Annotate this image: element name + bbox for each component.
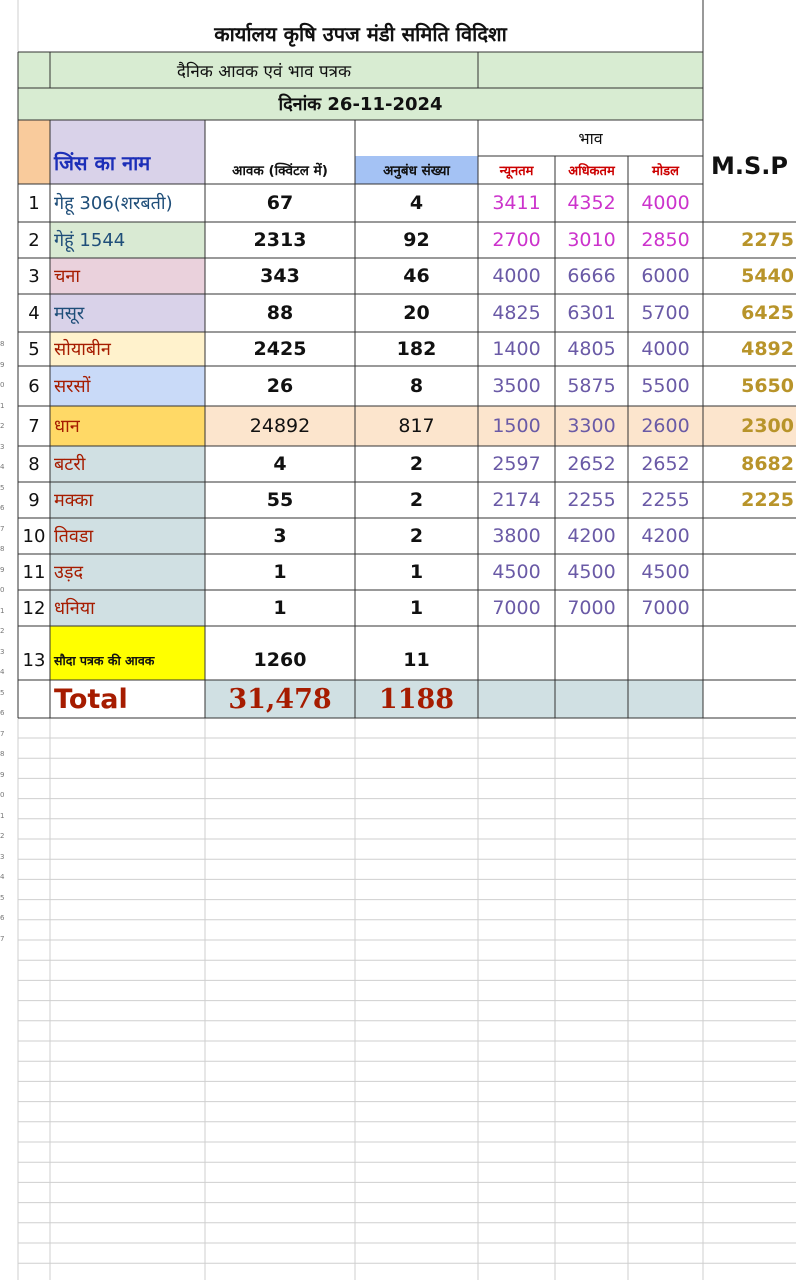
- row-header-number: 5: [0, 483, 5, 492]
- max-price[interactable]: 4805: [567, 338, 616, 360]
- serial-number[interactable]: 2: [28, 229, 40, 251]
- row-header-number: 5: [0, 893, 5, 902]
- arrival-value[interactable]: 24892: [249, 415, 311, 437]
- msp-value[interactable]: 8682: [741, 453, 794, 475]
- contracts-value[interactable]: 182: [396, 338, 437, 360]
- contracts-value[interactable]: 1: [409, 597, 424, 619]
- modal-price[interactable]: 7000: [641, 597, 690, 619]
- corner-fill: [18, 120, 50, 184]
- arrival-value[interactable]: 4: [273, 453, 287, 475]
- serial-number[interactable]: 8: [28, 453, 40, 475]
- row-header-number: 2: [0, 832, 5, 840]
- serial-number[interactable]: 7: [28, 415, 40, 437]
- modal-price[interactable]: 6000: [641, 265, 690, 287]
- commodity-name[interactable]: तिवडा: [54, 526, 94, 547]
- arrival-value[interactable]: 88: [266, 302, 294, 324]
- row-header-number: 9: [0, 360, 5, 369]
- msp-value[interactable]: 5650: [741, 375, 794, 397]
- row-header-number: 6: [0, 709, 5, 717]
- contracts-value[interactable]: 46: [403, 265, 430, 287]
- contracts-value[interactable]: 2: [409, 489, 424, 511]
- serial-number[interactable]: 10: [22, 525, 46, 547]
- max-price[interactable]: 4200: [567, 525, 616, 547]
- serial-number[interactable]: 1: [28, 192, 40, 214]
- serial-number[interactable]: 4: [28, 302, 40, 324]
- sauda-contracts[interactable]: 11: [403, 649, 430, 671]
- header-max[interactable]: अधिकतम: [568, 164, 615, 179]
- modal-price[interactable]: 4000: [641, 338, 690, 360]
- min-price[interactable]: 2700: [492, 229, 541, 251]
- msp-value[interactable]: [703, 554, 796, 590]
- row-header-number: 1: [0, 606, 5, 615]
- header-msp[interactable]: M.S.P: [711, 152, 788, 180]
- row-header-number: 4: [0, 873, 5, 881]
- arrival-value[interactable]: 3: [273, 525, 287, 547]
- modal-price[interactable]: 4200: [641, 525, 690, 547]
- msp-value[interactable]: 5440: [741, 265, 794, 287]
- min-price[interactable]: 3411: [492, 192, 541, 214]
- sauda-arrival[interactable]: 1260: [253, 649, 307, 671]
- row-header-number: 8: [0, 545, 5, 553]
- min-price[interactable]: 3500: [492, 375, 541, 397]
- commodity-name[interactable]: चना: [54, 266, 81, 287]
- row-header-number: 9: [0, 770, 5, 779]
- header-min[interactable]: न्यूनतम: [499, 164, 534, 179]
- arrival-value[interactable]: 67: [266, 192, 294, 214]
- commodity-name[interactable]: गेहूं 1544: [54, 230, 126, 251]
- row-header-number: 0: [0, 381, 5, 389]
- commodity-name[interactable]: धान: [54, 416, 80, 437]
- row-header-number: 7: [0, 729, 5, 738]
- row-header-number: 6: [0, 914, 5, 922]
- row-header-number: 3: [0, 442, 5, 451]
- row-header-number: 2: [0, 627, 5, 635]
- header-contracts[interactable]: अनुबंध संख्या: [383, 163, 450, 179]
- total-arrival[interactable]: 31,478: [228, 683, 332, 715]
- serial-number[interactable]: 3: [28, 265, 40, 287]
- commodity-name[interactable]: गेहू 306(शरबती): [54, 193, 173, 214]
- total-label[interactable]: Total: [54, 683, 128, 715]
- contracts-value[interactable]: 4: [409, 192, 424, 214]
- modal-price[interactable]: 5500: [641, 375, 690, 397]
- arrival-value[interactable]: 343: [260, 265, 300, 287]
- modal-price[interactable]: 4500: [641, 561, 690, 583]
- max-price[interactable]: 6666: [567, 265, 616, 287]
- row-header-number: 5: [0, 688, 5, 697]
- contracts-value[interactable]: 8: [409, 375, 424, 397]
- min-price[interactable]: 3800: [492, 525, 541, 547]
- max-price[interactable]: 4352: [567, 192, 616, 214]
- commodity-name[interactable]: उड़द: [54, 562, 84, 583]
- modal-price[interactable]: 2652: [641, 453, 690, 475]
- commodity-name[interactable]: धनिया: [54, 598, 95, 619]
- row-header-number: 9: [0, 565, 5, 574]
- max-price[interactable]: 7000: [567, 597, 616, 619]
- arrival-value[interactable]: 2425: [253, 338, 307, 360]
- commodity-name[interactable]: सरसों: [54, 376, 91, 397]
- contracts-value[interactable]: 1: [409, 561, 424, 583]
- contracts-value[interactable]: 2: [409, 525, 424, 547]
- serial-number[interactable]: 12: [22, 597, 46, 619]
- header-commodity[interactable]: जिंस का नाम: [54, 150, 151, 175]
- arrival-value[interactable]: 1: [273, 561, 287, 583]
- serial-number[interactable]: 11: [22, 561, 46, 583]
- row-header-number: 0: [0, 791, 5, 799]
- arrival-value[interactable]: 26: [266, 375, 294, 397]
- row-header-number: 7: [0, 934, 5, 943]
- max-price[interactable]: 3010: [567, 229, 616, 251]
- row-header-number: 3: [0, 647, 5, 656]
- contracts-value[interactable]: 2: [409, 453, 424, 475]
- max-price[interactable]: 6301: [567, 302, 616, 324]
- min-price[interactable]: 2597: [492, 453, 541, 475]
- header-price-group[interactable]: भाव: [578, 129, 603, 148]
- header-arrival[interactable]: आवक (क्विंटल में): [232, 163, 328, 179]
- serial-number[interactable]: 5: [28, 338, 40, 360]
- row-header-number: 4: [0, 463, 5, 471]
- serial-number[interactable]: 9: [28, 489, 40, 511]
- msp-value[interactable]: 6425: [741, 302, 794, 324]
- row-header-number: 8: [0, 750, 5, 758]
- row-header-number: 4: [0, 668, 5, 676]
- arrival-value[interactable]: 55: [266, 489, 294, 511]
- min-price[interactable]: 1400: [492, 338, 541, 360]
- max-price[interactable]: 5875: [567, 375, 616, 397]
- office-title[interactable]: कार्यालय कृषि उपज मंडी समिति विदिशा: [214, 21, 507, 46]
- serial-number[interactable]: 6: [28, 375, 40, 397]
- header-modal[interactable]: मोडल: [652, 164, 679, 179]
- min-price[interactable]: 4000: [492, 265, 541, 287]
- modal-price[interactable]: 2600: [641, 415, 690, 437]
- row-header-number: 0: [0, 586, 5, 594]
- min-price[interactable]: 4825: [492, 302, 541, 324]
- modal-price[interactable]: 2850: [641, 229, 690, 251]
- row-header-number: 1: [0, 401, 5, 410]
- max-price[interactable]: 3300: [567, 415, 616, 437]
- row-header-number: 2: [0, 422, 5, 430]
- commodity-name[interactable]: मसूर: [54, 303, 85, 324]
- contracts-value[interactable]: 20: [403, 302, 430, 324]
- date-label[interactable]: दिनांक 26-11-2024: [278, 94, 443, 115]
- msp-value[interactable]: 2225: [741, 489, 794, 511]
- msp-value[interactable]: 4892: [741, 338, 794, 360]
- subtitle[interactable]: दैनिक आवक एवं भाव पत्रक: [176, 61, 352, 82]
- msp-value[interactable]: [703, 518, 796, 554]
- total-contracts[interactable]: 1188: [378, 683, 455, 715]
- contracts-value[interactable]: 92: [403, 229, 430, 251]
- commodity-name[interactable]: बटरी: [54, 454, 86, 475]
- min-price[interactable]: 2174: [492, 489, 541, 511]
- max-price[interactable]: 2652: [567, 453, 616, 475]
- arrival-value[interactable]: 2313: [253, 229, 307, 251]
- sauda-label[interactable]: सौदा पत्रक की आवक: [54, 652, 155, 668]
- serial-number[interactable]: 13: [22, 649, 46, 671]
- min-price[interactable]: 1500: [492, 415, 541, 437]
- max-price[interactable]: 2255: [567, 489, 616, 511]
- row-header-number: 1: [0, 811, 5, 820]
- contracts-value[interactable]: 817: [398, 415, 435, 437]
- max-price[interactable]: 4500: [567, 561, 616, 583]
- row-header-number: 6: [0, 504, 5, 512]
- min-price[interactable]: 7000: [492, 597, 541, 619]
- msp-value[interactable]: [703, 184, 796, 222]
- msp-value[interactable]: [703, 590, 796, 626]
- modal-price[interactable]: 2255: [641, 489, 690, 511]
- arrival-value[interactable]: 1: [273, 597, 287, 619]
- min-price[interactable]: 4500: [492, 561, 541, 583]
- modal-price[interactable]: 4000: [641, 192, 690, 214]
- msp-value[interactable]: 2300: [741, 415, 794, 437]
- row-header-number: 8: [0, 340, 5, 348]
- msp-value[interactable]: 2275: [741, 229, 794, 251]
- commodity-name[interactable]: सोयाबीन: [54, 339, 111, 360]
- modal-price[interactable]: 5700: [641, 302, 690, 324]
- row-header-number: 3: [0, 852, 5, 861]
- row-header-number: 7: [0, 524, 5, 533]
- commodity-name[interactable]: मक्का: [54, 490, 94, 511]
